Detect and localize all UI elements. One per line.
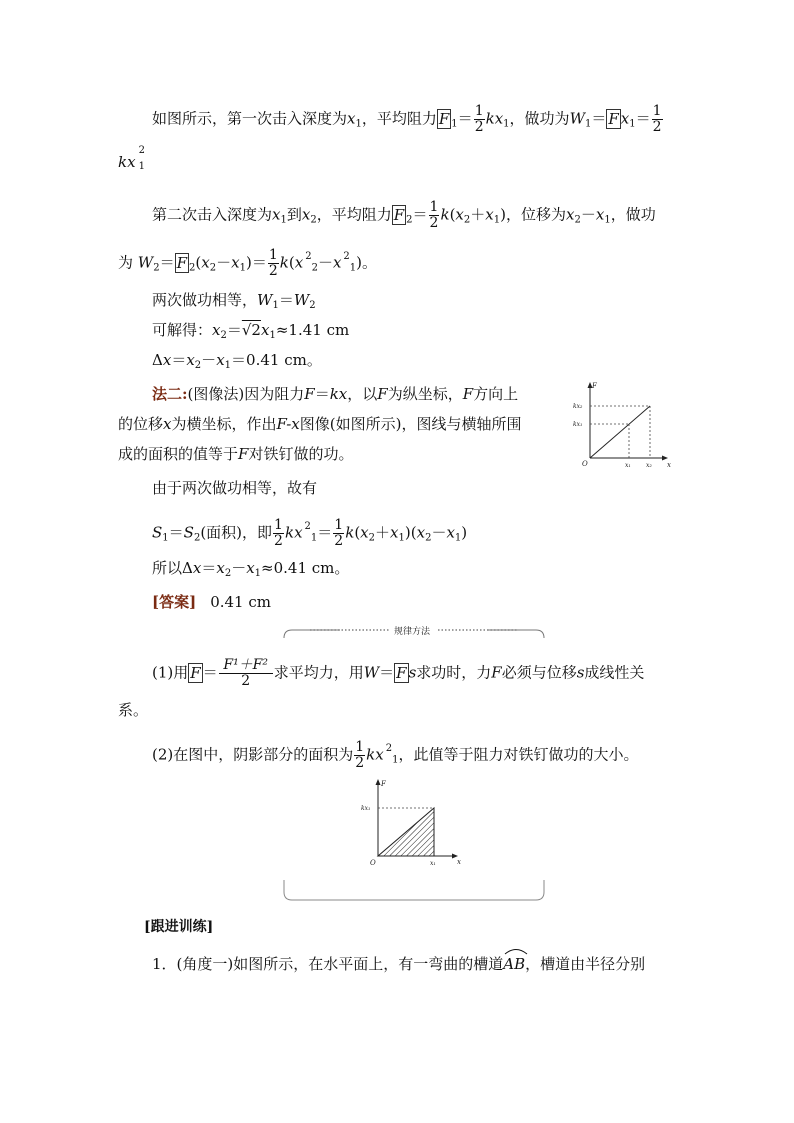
rule2-line: (2)在图中，阴影部分的面积为 $\frac{1}{2}$ kx $^2_1$，此值等于阻力对铁钉做功的大小。 <box>152 739 639 771</box>
graph2-x-label: x <box>457 858 461 866</box>
rule-banner: 规律方法 <box>394 627 431 637</box>
so-line: 所以$\Delta x=x_2-x_1\approx 0.41$ cm。 <box>152 559 350 579</box>
method2-line3: 成的面积的值等于F对铁钉做的功。 <box>118 445 354 463</box>
graph1-kx2: kx₂ <box>573 403 583 410</box>
para1-text: 如图所示，第一次击入深度为 <box>152 109 348 128</box>
graph2-kx1: kx₁ <box>361 805 371 812</box>
answer-line <box>152 592 271 612</box>
para1-line2: kx 2 1 <box>118 145 145 172</box>
graph2-origin: O <box>370 859 376 867</box>
q1-line: 1．(角度一)如图所示，在水平面上，有一弯曲的槽道 AB，槽道由半径分别 <box>152 954 645 974</box>
fx-graph-2 <box>358 774 468 870</box>
graph2-x1: x₁ <box>430 860 436 867</box>
rule1-line1: (1)用 F ＝ $\frac{\text{F¹＋F²}}{2}$ 求平均力，用W＝ F s求功时，力F必须与位移s成线性关 <box>152 657 645 689</box>
rule-box-top <box>280 622 548 642</box>
method2-label: 法二: <box>152 385 188 403</box>
avg-force-symbol: F <box>438 109 450 128</box>
area-line: $S_1=S_2$(面积)，即 $\frac{1}{2}$ kx $^2_1$＝ $\frac{1}{2}$ $k(x_2+x_1)(x_2-x_1)$ <box>152 517 468 549</box>
rule-box-bottom <box>280 876 548 906</box>
delta-line: $\Delta x=x_2-x_1=0.41$ cm。 <box>152 351 322 371</box>
graph1-y-label: F <box>592 382 597 390</box>
graph1-x-label: x <box>667 461 671 469</box>
graph1-kx1: kx₁ <box>573 421 583 428</box>
since-line: 由于两次做功相等，故有 <box>152 479 318 497</box>
graph1-x2: x₂ <box>646 462 652 469</box>
solve-line: 可解得：$x_2=√2x_1\approx 1.41$ cm <box>152 321 350 341</box>
method2-line2: 的位移x为横坐标，作出F-x图像(如图所示)，图线与横轴所围 <box>118 415 522 433</box>
graph2-y-label: F <box>381 780 386 788</box>
graph1-x1: x₁ <box>625 462 631 469</box>
followup-heading: [跟进训练] <box>144 919 214 935</box>
para1-line1: 如图所示，第一次击入深度为$x_1$，平均阻力 F $_1$＝ $\frac{1}{2}$ $kx_1$，做功为$W_1= F$ $x_1=$ $\frac{1}{2}$ <box>152 103 662 135</box>
equal-line: 两次做功相等，$W_1=W_2$ <box>152 291 316 311</box>
para2-line1: 第二次击入深度为$x_1$到$x_2$，平均阻力 F $_2$＝ $\frac{1}{2}$ $k(x_2+x_1)$，位移为$x_2-x_1$，做功 <box>152 199 656 231</box>
graph1-origin: O <box>582 460 588 468</box>
fraction-half: $\frac{1}{2}$ <box>652 103 662 135</box>
answer-value: 0.41 cm <box>210 593 271 611</box>
method2-line1: 法二:(图像法)因为阻力F＝kx，以F为纵坐标，F方向上 <box>152 385 519 403</box>
arc-symbol <box>503 947 529 955</box>
rule1-line2: 系。 <box>118 701 149 719</box>
para2-line2: 为 $W_2= F$ $_2(x_2-x_1)=$ $\frac{1}{2}$ k(x $^2_2$－x $^2_1$)。 <box>118 247 378 279</box>
fx-graph-1 <box>568 378 678 470</box>
answer-label: [答案] <box>152 593 197 611</box>
fraction-half: $\frac{1}{2}$ <box>474 103 484 135</box>
